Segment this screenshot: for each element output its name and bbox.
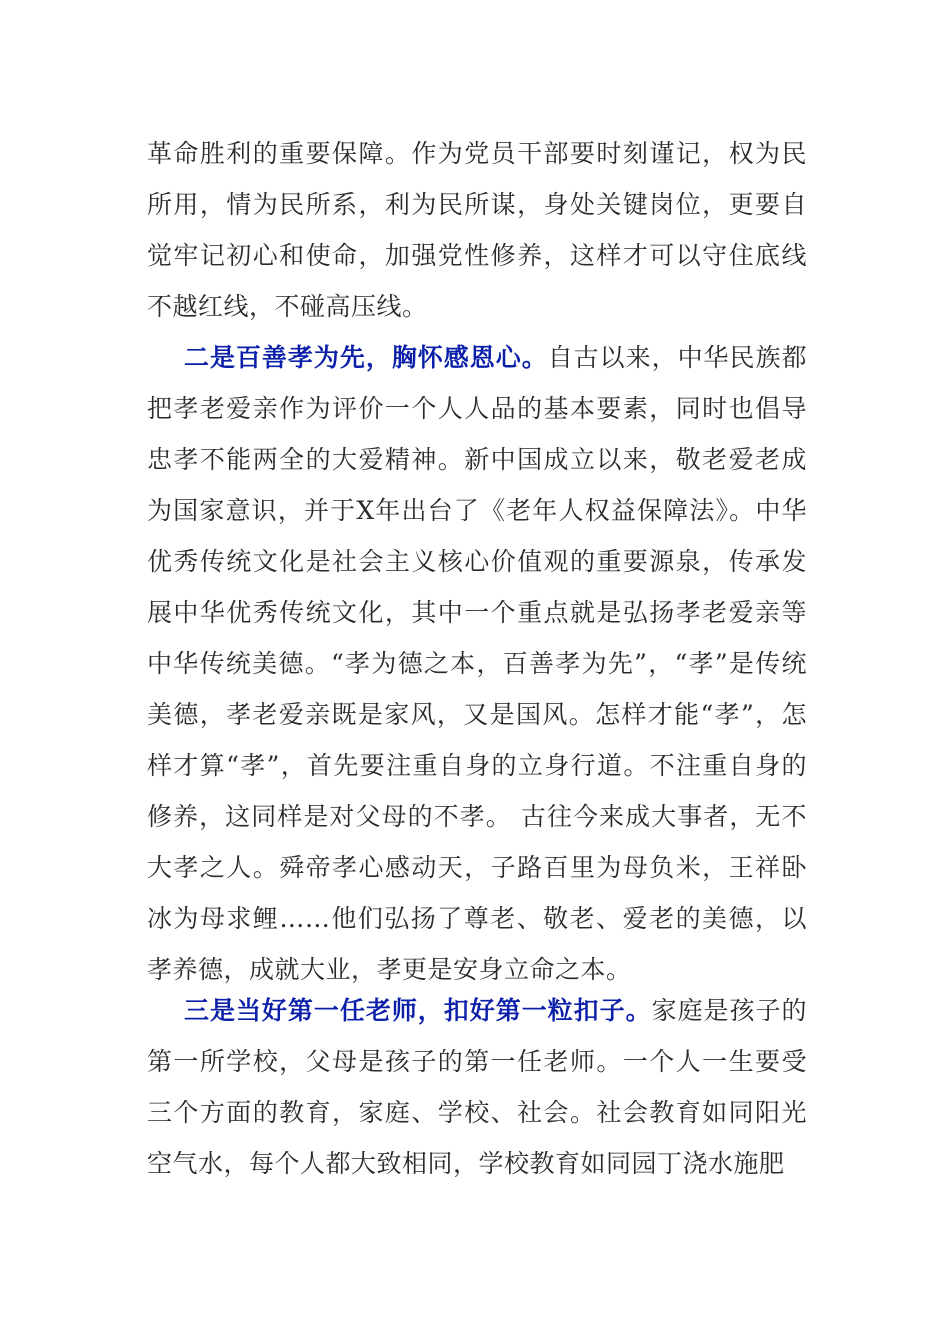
paragraph-3 [147, 985, 807, 1189]
paragraph-2-body: 自古以来，中华民族都把孝老爱亲作为评价一个人人品的基本要素，同时也倡导忠孝不能两全的大爱精神。新中国成立以来，敬老爱老成为国家意识，并于X年出台了《老年人权益保障法》。中华优秀传统文化是社会主义核心价值观的重要源泉，传承发展中华优秀传统文化，其中一个重点就是弘扬孝老爱亲等中华传统美德。“孝为德之本，百善孝为先”，“孝”是传统美德，孝老爱亲既是家风，又是国风。怎样才能“孝”，怎样才算“孝”，首先要注重自身的立身行道。不注重自身的修养，这同样是对父母的不孝。 古往今来成大事者，无不大孝之人。舜帝孝心感动天，子路百里为母负米，王祥卧冰为母求鲤……他们弘扬了尊老、敬老、爱老的美德，以孝养德，成就大业，孝更是安身立命之本。 [147, 343, 807, 984]
paragraph-2-heading: 二是百善孝为先，胸怀感恩心。 [184, 343, 548, 372]
paragraph-filial-piety [147, 332, 807, 995]
paragraph-1-text: 革命胜利的重要保障。作为党员干部要时刻谨记，权为民所用，情为民所系，利为民所谋，身处关键岗位，更要自觉牢记初心和使命，加强党性修养，这样才可以守住底线不越红线，不碰高压线。 [147, 139, 807, 321]
paragraph-3-heading: 三是当好第一任老师，扣好第一粒扣子。 [184, 996, 652, 1025]
paragraph-first-teacher [147, 985, 807, 1189]
paragraph-2 [147, 332, 807, 995]
paragraph-3-body: 家庭是孩子的第一所学校，父母是孩子的第一任老师。一个人一生要受三个方面的教育，家庭、学校、社会。社会教育如同阳光空气水，每个人都大致相同，学校教育如同园丁浇水施肥 [147, 996, 807, 1178]
paragraph-continuation [147, 128, 807, 332]
